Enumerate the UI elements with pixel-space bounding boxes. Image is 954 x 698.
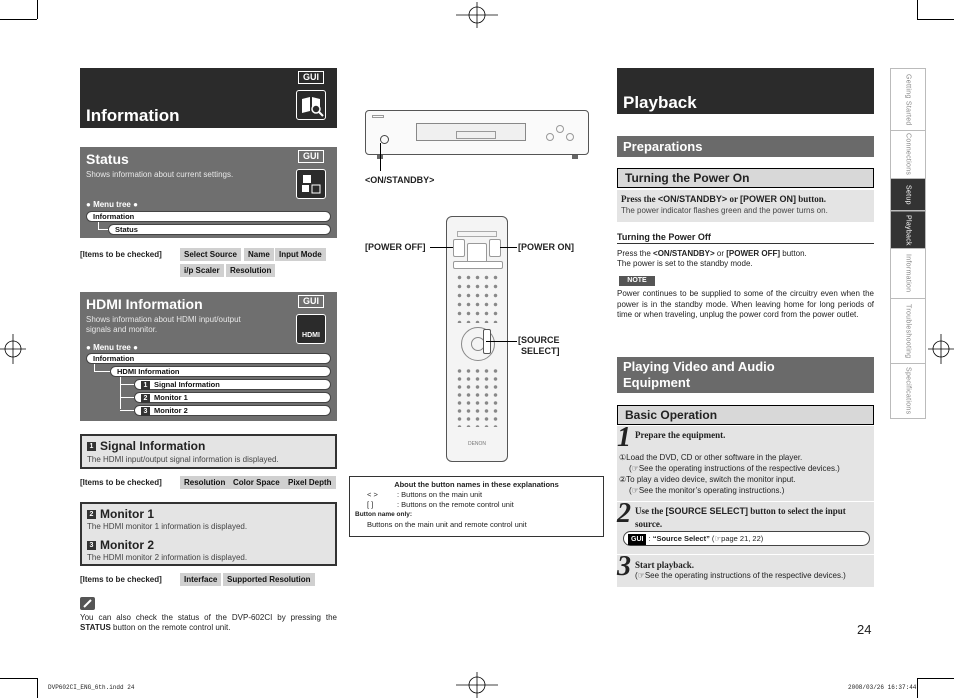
gui-icon: GUI <box>298 71 324 84</box>
check-item: Interface <box>180 573 221 586</box>
note-badge: NOTE <box>619 276 655 286</box>
tab-getting-started[interactable]: Getting Started <box>891 69 925 131</box>
playback-header <box>617 68 874 114</box>
status-icon <box>296 169 326 199</box>
legend-name-only: Button name only: <box>355 511 413 518</box>
signal-info-title: 1 Signal Information <box>87 439 205 453</box>
check-item: Select Source <box>180 248 241 261</box>
step-3 <box>617 551 874 587</box>
check-item: Resolution <box>180 476 229 489</box>
tab-connections[interactable]: Connections <box>891 131 925 179</box>
registration-mark-bottom <box>456 672 498 698</box>
step-3-number: 3 <box>617 551 631 582</box>
check-item: Name <box>244 248 274 261</box>
book-search-icon <box>296 90 326 120</box>
step-2 <box>617 498 874 554</box>
tree-monitor-2: 3 Monitor 2 <box>134 405 331 416</box>
tree-information: Information <box>86 211 331 222</box>
tree-information: Information <box>86 353 331 364</box>
check-item: Resolution <box>226 264 275 277</box>
tab-setup[interactable]: Setup <box>891 179 925 211</box>
turning-power-off-title: Turning the Power Off <box>617 232 874 244</box>
preparations-bar: Preparations <box>617 136 874 157</box>
monitor-2-title: 3 Monitor 2 <box>87 538 154 552</box>
tab-playback[interactable]: Playback <box>891 211 925 249</box>
hdmi-title: HDMI Information <box>86 296 203 312</box>
check-item: i/p Scaler <box>180 264 224 277</box>
tab-troubleshooting[interactable]: Troubleshooting <box>891 299 925 364</box>
monitor-2-desc: The HDMI monitor 2 information is displayed. <box>87 553 248 562</box>
check-item: Supported Resolution <box>223 573 315 586</box>
legend-main: < > : Buttons on the main unit <box>367 490 483 499</box>
turning-power-on-bar: Turning the Power On <box>617 168 874 188</box>
hdmi-icon: HDMI <box>296 314 326 344</box>
basic-operation-bar: Basic Operation <box>617 405 874 425</box>
playback-title: Playback <box>623 93 697 112</box>
tree-signal-information: 1 Signal Information <box>134 379 331 390</box>
items-label: [Items to be checked] <box>80 250 162 259</box>
button-legend-box <box>349 476 604 537</box>
pencil-note-icon <box>80 597 95 610</box>
status-title: Status <box>86 151 129 167</box>
reference-icon: ☞ <box>631 464 639 473</box>
step-1 <box>617 422 874 501</box>
power-off-text: The power is set to the standby mode. <box>617 259 753 268</box>
tree-status: Status <box>108 224 331 235</box>
legend-title: About the button names in these explanations <box>394 480 559 489</box>
tree-monitor-1: 2 Monitor 1 <box>134 392 331 403</box>
remote-brand: DENON <box>467 441 487 447</box>
signal-info-desc: The HDMI input/output signal information is displayed. <box>87 455 279 464</box>
gui-icon: GUI <box>298 150 324 163</box>
status-desc: Shows information about current settings. <box>86 170 234 179</box>
hdmi-desc: Shows information about HDMI input/output <box>86 315 241 324</box>
step-1a: ①Load the DVD, CD or other software in the player. <box>619 453 803 462</box>
step-1-title: Prepare the equipment. <box>635 430 726 440</box>
step-1b-ref: (☞See the monitor’s operating instructions.) <box>629 486 785 495</box>
note-body: Power continues to be supplied to some of the circuitry even when the power is in the standby mode. When leaving home for long periods of time or when traveling, unplug the power cord from the power outlet. <box>617 289 874 319</box>
source-select-label: SELECT] <box>521 346 560 356</box>
step-3-title: Start playback. <box>635 560 695 570</box>
page-number: 24 <box>857 622 872 637</box>
hdmi-desc: signals and monitor. <box>86 325 158 334</box>
hdmi-panel <box>80 292 337 421</box>
legend-both: Buttons on the main unit and remote control unit <box>367 520 527 529</box>
step-3-ref: (☞See the operating instructions of the respective devices.) <box>635 571 846 580</box>
menu-tree-label: ● Menu tree ● <box>86 343 138 352</box>
reference-icon: ☞ <box>631 486 639 495</box>
step-1a-ref: (☞See the operating instructions of the respective devices.) <box>629 464 840 473</box>
power-on-instructions: Press the <ON/STANDBY> or [POWER ON] button. The power indicator flashes green and the power turns on. <box>617 190 874 222</box>
power-on-label: [POWER ON] <box>518 242 574 252</box>
monitor-1-title: 2 Monitor 1 <box>87 507 154 521</box>
tab-specifications[interactable]: Specifications <box>891 364 925 418</box>
information-title: Information <box>86 106 180 125</box>
power-off-instructions: Press the <ON/STANDBY> or [POWER OFF] button. <box>617 249 807 258</box>
step-2-title: Use the [SOURCE SELECT] button to select the input source. <box>635 506 846 529</box>
main-unit-illustration <box>365 110 589 155</box>
menu-tree-label: ● Menu tree ● <box>86 200 138 209</box>
information-header <box>80 68 337 128</box>
check-item: Pixel Depth <box>284 476 336 489</box>
step-2-gui-pill: GUI : “Source Select” (☞page 21, 22) <box>623 531 870 546</box>
signal-info-box <box>80 434 337 469</box>
check-item: Color Space <box>229 476 284 489</box>
step-1-number: 1 <box>617 422 631 453</box>
tab-information[interactable]: Information <box>891 249 925 299</box>
gui-icon: GUI <box>628 534 646 545</box>
status-panel <box>80 147 337 238</box>
monitor-1-desc: The HDMI monitor 1 information is displayed. <box>87 522 248 531</box>
reference-icon: ☞ <box>637 571 645 580</box>
registration-mark-top <box>456 2 498 28</box>
note-text: You can also check the status of the DVP-602CI by pressing the STATUS button on the remote control unit. <box>80 613 337 632</box>
reference-icon: ☞ <box>714 534 722 543</box>
gui-icon: GUI <box>298 295 324 308</box>
footer-file: DVP602CI_ENG_6th.indd 24 <box>48 684 135 691</box>
playing-video-audio-bar: Playing Video and Audio Equipment <box>617 357 874 393</box>
footer-date: 2008/03/26 16:37:44 <box>848 684 917 691</box>
monitor-box <box>80 502 337 566</box>
power-off-label: [POWER OFF] <box>365 242 426 252</box>
on-standby-label: <ON/STANDBY> <box>365 175 435 185</box>
tree-hdmi-information: HDMI Information <box>110 366 331 377</box>
registration-mark-left <box>0 334 26 364</box>
step-2-number: 2 <box>617 498 631 529</box>
source-select-label: [SOURCE <box>518 335 560 345</box>
items-label: [Items to be checked] <box>80 575 162 584</box>
registration-mark-right <box>928 334 954 364</box>
step-1b: ②To play a video device, switch the monitor input. <box>619 475 796 484</box>
items-label: [Items to be checked] <box>80 478 162 487</box>
legend-remote: [ ] : Buttons on the remote control unit <box>367 500 514 509</box>
remote-control-illustration <box>446 216 508 462</box>
check-item: Input Mode <box>275 248 326 261</box>
